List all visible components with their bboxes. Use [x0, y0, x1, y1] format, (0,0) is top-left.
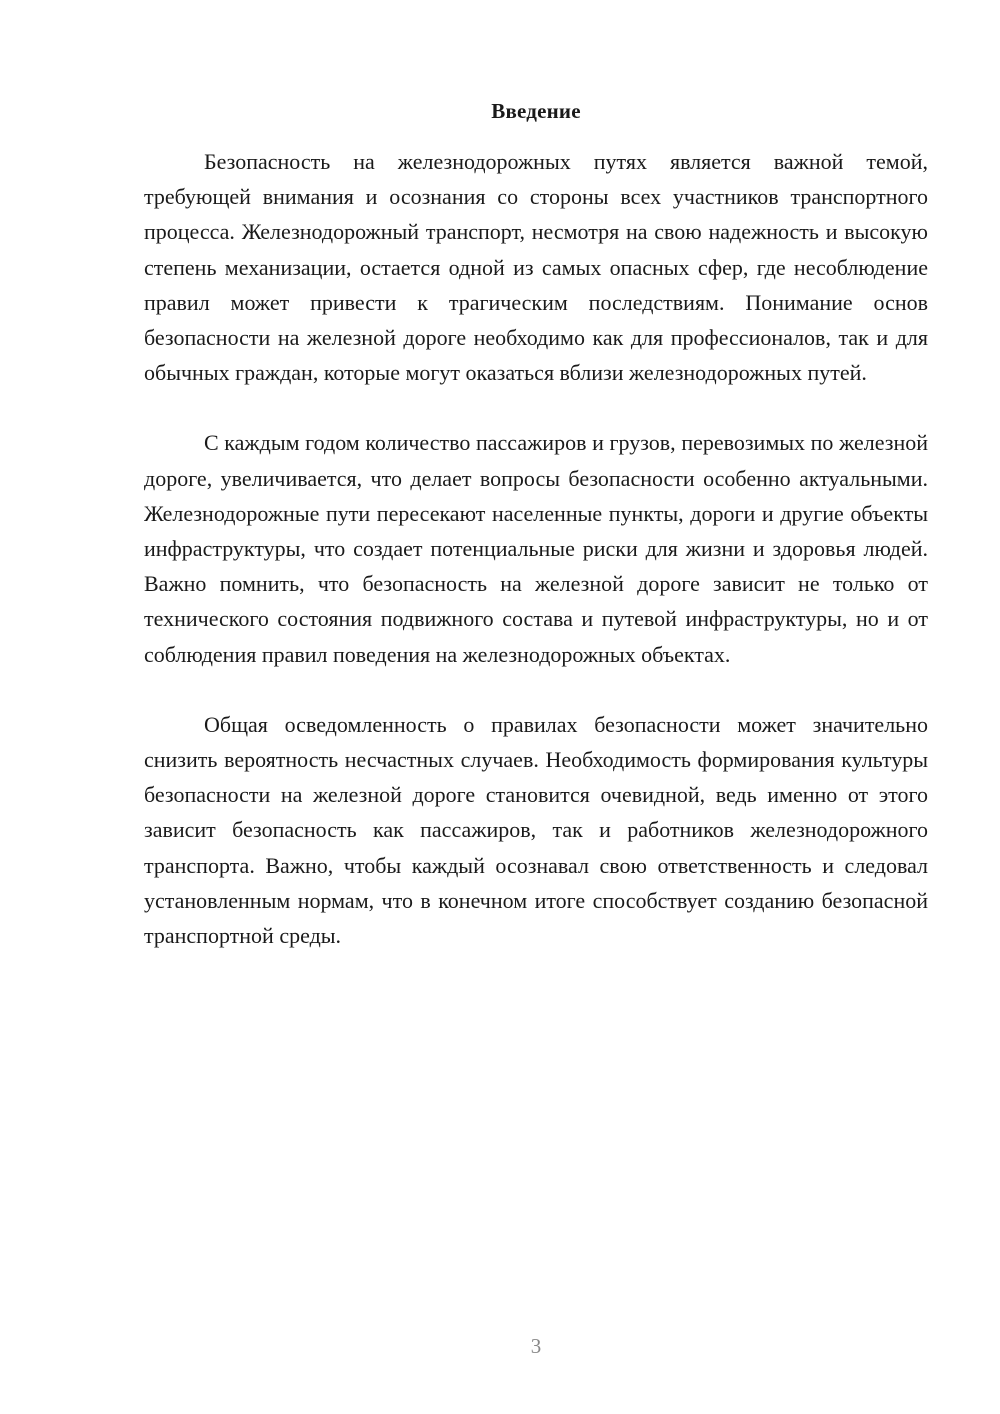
paragraph-1: Безопасность на железнодорожных путях является важной темой, требующей внимания и осознания со стороны всех участников транспортного процесса. Железнодорожный транспорт, несмотря на свою надежность и высокую степень механизации, остается одной из самых опасных сфер, где несоблюдение правил может привести к трагическим последствиям. Понимание основ безопасности на железной дороге необходимо как для профессионалов, так и для обычных граждан, которые могут оказаться вблизи железнодорожных путей. [144, 149, 928, 386]
paragraph-3: Общая осведомленность о правилах безопасности может значительно снизить вероятность несчастных случаев. Необходимость формирования культуры безопасности на железной дороге становится очевидной, ведь именно от этого зависит безопасность как пассажиров, так и работников железнодорожного транспорта. Важно, чтобы каждый осознавал свою ответственность и следовал установленным нормам, что в конечном итоге способствует созданию безопасной транспортной среды. [144, 711, 928, 949]
paragraph-2: С каждым годом количество пассажиров и грузов, перевозимых по железной дороге, увеличивается, что делает вопросы безопасности особенно актуальными. Железнодорожные пути пересекают населенные пункты, дороги и другие объекты инфраструктуры, что создает потенциальные риски для жизни и здоровья людей. Важно помнить, что безопасность на железной дороге зависит не только от технического состояния подвижного состава и путевой инфраструктуры, но и от соблюдения правил поведения на железнодорожных объектах. [144, 430, 928, 667]
document-body [144, 144, 928, 988]
page-title: Введение [491, 99, 581, 123]
page-number: 3 [530, 1334, 542, 1358]
